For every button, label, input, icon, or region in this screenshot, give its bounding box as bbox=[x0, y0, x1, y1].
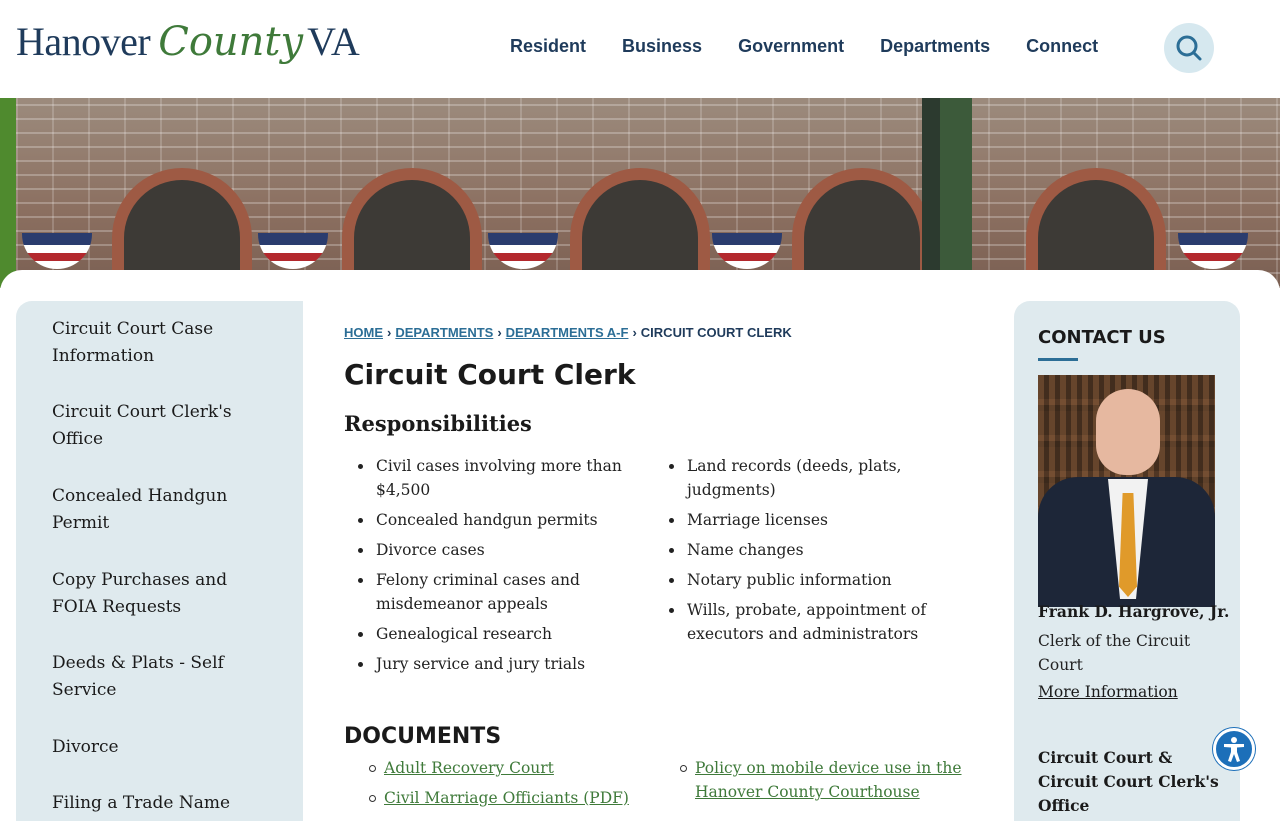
list-item bbox=[344, 786, 644, 810]
nav-government[interactable]: Government bbox=[738, 36, 845, 56]
street-banner bbox=[940, 98, 972, 273]
breadcrumb-separator: › bbox=[632, 325, 637, 340]
hanover-county-logo[interactable] bbox=[16, 18, 360, 78]
clerk-photo bbox=[1038, 375, 1215, 596]
list-item: Name changes bbox=[655, 538, 975, 562]
contact-office-name: Circuit Court & Circuit Court Clerk's Office bbox=[1038, 748, 1219, 815]
list-item: Felony criminal cases and misdemeanor appeals bbox=[344, 568, 655, 616]
hero-foliage bbox=[0, 98, 16, 288]
breadcrumb-separator: › bbox=[497, 325, 502, 340]
documents-left-column bbox=[344, 756, 644, 816]
search-button[interactable] bbox=[1164, 23, 1214, 73]
logo-text-va: VA bbox=[307, 19, 360, 64]
contact-panel bbox=[1014, 301, 1240, 821]
list-item: Civil cases involving more than $4,500 bbox=[344, 454, 655, 502]
face bbox=[1096, 389, 1160, 475]
nav-business[interactable]: Business bbox=[622, 36, 703, 56]
nav-resident[interactable]: Resident bbox=[510, 36, 587, 56]
sidebar-item-clerks-office[interactable]: Circuit Court Clerk's Office bbox=[52, 402, 232, 449]
sidebar-nav bbox=[16, 301, 303, 821]
responsibilities-heading: Responsibilities bbox=[344, 411, 532, 436]
nav-connect[interactable]: Connect bbox=[1026, 36, 1099, 56]
site-header bbox=[0, 0, 1280, 98]
list-item: Jury service and jury trials bbox=[344, 652, 655, 676]
responsibilities-list bbox=[344, 454, 984, 682]
documents-right-column bbox=[655, 756, 965, 810]
search-icon bbox=[1175, 34, 1203, 62]
doc-link-civil-marriage-officiants[interactable]: Civil Marriage Officiants (PDF) bbox=[384, 789, 629, 807]
responsibilities-right-column bbox=[655, 454, 975, 682]
list-item: Genealogical research bbox=[344, 622, 655, 646]
breadcrumb-current: CIRCUIT COURT CLERK bbox=[640, 325, 792, 340]
logo-text-hanover: Hanover bbox=[16, 19, 151, 64]
list-item bbox=[655, 756, 965, 804]
lamp-pole bbox=[922, 98, 942, 288]
doc-link-adult-recovery-court[interactable]: Adult Recovery Court bbox=[384, 759, 554, 777]
contact-name: Frank D. Hargrove, Jr. bbox=[1038, 602, 1230, 621]
breadcrumb-separator: › bbox=[387, 325, 392, 340]
list-item bbox=[344, 756, 644, 780]
breadcrumb-home[interactable]: HOME bbox=[344, 325, 383, 340]
logo-text-county: County bbox=[158, 19, 304, 65]
responsibilities-left-column bbox=[344, 454, 655, 682]
list-item: Concealed handgun permits bbox=[344, 508, 655, 532]
list-item: Divorce cases bbox=[344, 538, 655, 562]
list-item: Notary public information bbox=[655, 568, 975, 592]
sidebar-item-case-information[interactable]: Circuit Court Case Information bbox=[52, 319, 214, 366]
list-item: Marriage licenses bbox=[655, 508, 975, 532]
main-nav bbox=[510, 36, 1134, 57]
contact-heading: CONTACT US bbox=[1038, 327, 1166, 348]
sidebar-item-deeds-plats[interactable]: Deeds & Plats - Self Service bbox=[52, 653, 224, 700]
sidebar-item-copy-purchases[interactable]: Copy Purchases and FOIA Requests bbox=[52, 570, 228, 617]
sidebar-item-concealed-handgun[interactable]: Concealed Handgun Permit bbox=[52, 486, 228, 533]
contact-role: Clerk of the Circuit Court bbox=[1038, 632, 1191, 674]
more-information-link[interactable]: More Information bbox=[1038, 683, 1178, 701]
sidebar-item-trade-name[interactable]: Filing a Trade Name bbox=[52, 793, 231, 813]
hero-image bbox=[0, 98, 1280, 288]
main-content bbox=[344, 325, 984, 682]
accessibility-icon bbox=[1220, 735, 1248, 763]
breadcrumb bbox=[344, 325, 984, 340]
nav-departments[interactable]: Departments bbox=[880, 36, 991, 56]
sidebar-item-divorce[interactable]: Divorce bbox=[52, 737, 119, 757]
doc-link-mobile-device-policy[interactable]: Policy on mobile device use in the Hanover County Courthouse bbox=[695, 759, 962, 801]
breadcrumb-departments-af[interactable]: DEPARTMENTS A-F bbox=[505, 325, 629, 340]
documents-heading: DOCUMENTS bbox=[344, 724, 502, 749]
page-title: Circuit Court Clerk bbox=[344, 358, 636, 391]
list-item: Wills, probate, appointment of executors and administrators bbox=[655, 598, 975, 646]
accessibility-button[interactable] bbox=[1213, 728, 1255, 770]
list-item: Land records (deeds, plats, judgments) bbox=[655, 454, 975, 502]
heading-underline bbox=[1038, 358, 1078, 361]
breadcrumb-departments[interactable]: DEPARTMENTS bbox=[395, 325, 494, 340]
